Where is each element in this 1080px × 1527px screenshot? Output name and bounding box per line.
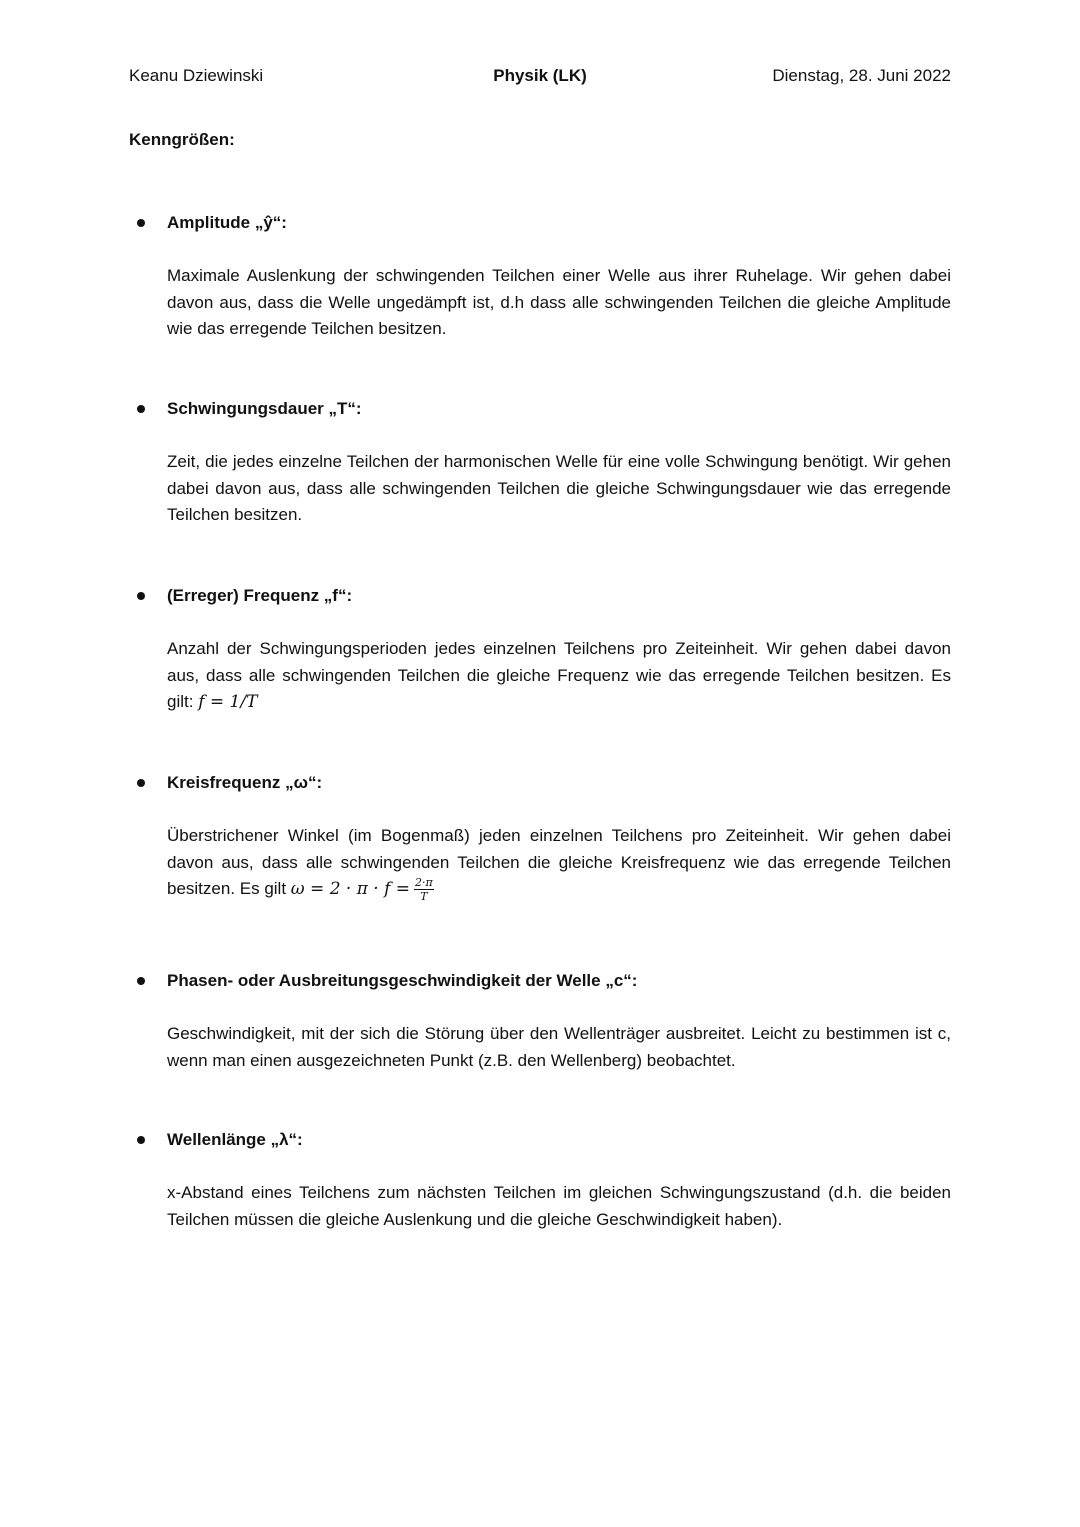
fraction-numerator: 2·π: [415, 876, 433, 890]
item-title: Amplitude „ŷ“:: [167, 213, 287, 232]
item-text: Zeit, die jedes einzelne Teilchen der harmonischen Welle für eine volle Schwingung benötigt. Wir gehen dabei davon aus, dass alle schwingenden Teilchen die gleiche Schwingungsdauer wie das erregende Teilchen besitzen.: [167, 452, 951, 524]
item-text-container: [167, 823, 951, 903]
header-date: Dienstag, 28. Juni 2022: [772, 66, 951, 85]
item-title: (Erreger) Frequenz „f“:: [167, 586, 353, 605]
item-title: Phasen- oder Ausbreitungsgeschwindigkeit der Welle „c“:: [167, 971, 638, 990]
formula: ω = 2 · π · f =: [290, 879, 411, 899]
formula: f = 1/T: [198, 692, 258, 712]
fraction-denominator: T: [420, 890, 428, 904]
fraction: [414, 876, 434, 903]
header-author: Keanu Dziewinski: [129, 66, 264, 85]
item-text: Anzahl der Schwingungsperioden jedes einzelnen Teilchens pro Zeiteinheit. Wir gehen dabei davon aus, dass alle schwingenden Teilchen die gleiche Frequenz wie das erregende Teilchen besitzen. Es gilt:: [167, 639, 951, 711]
item-title: Kreisfrequenz „ω“:: [167, 773, 323, 792]
item-text: Geschwindigkeit, mit der sich die Störung über den Wellenträger ausbreitet. Leicht zu bestimmen ist c, wenn man einen ausgezeichneten Punkt (z.B. den Wellenberg) beobachtet.: [167, 1024, 951, 1070]
item-text-container: [167, 636, 951, 716]
bullet-icon: [137, 405, 145, 413]
item-text: x-Abstand eines Teilchens zum nächsten Teilchen im gleichen Schwingungszustand (d.h. die beiden Teilchen müssen die gleiche Auslenkung und die gleiche Geschwindigkeit haben).: [167, 1183, 951, 1229]
item-title: Wellenlänge „λ“:: [167, 1130, 303, 1149]
bullet-icon: [137, 219, 145, 227]
bullet-icon: [137, 779, 145, 787]
item-title: Schwingungsdauer „T“:: [167, 399, 362, 418]
section-heading: Kenngrößen:: [129, 130, 235, 149]
item-text: Überstrichener Winkel (im Bogenmaß) jeden einzelnen Teilchens pro Zeiteinheit. Wir gehen dabei davon aus, dass alle schwingenden Teilchen die gleiche Kreisfrequenz wie das erregende Teilchen besitzen. Es gilt: [167, 826, 951, 898]
item-text: Maximale Auslenkung der schwingenden Teilchen einer Welle aus ihrer Ruhelage. Wir gehen dabei davon aus, dass die Welle ungedämpft ist, d.h dass alle schwingenden Teilchen die gleiche Amplitude wie das erregende Teilchen besitzen.: [167, 266, 951, 338]
bullet-icon: [137, 977, 145, 985]
bullet-icon: [137, 592, 145, 600]
header-subject: Physik (LK): [493, 66, 587, 85]
bullet-icon: [137, 1136, 145, 1144]
